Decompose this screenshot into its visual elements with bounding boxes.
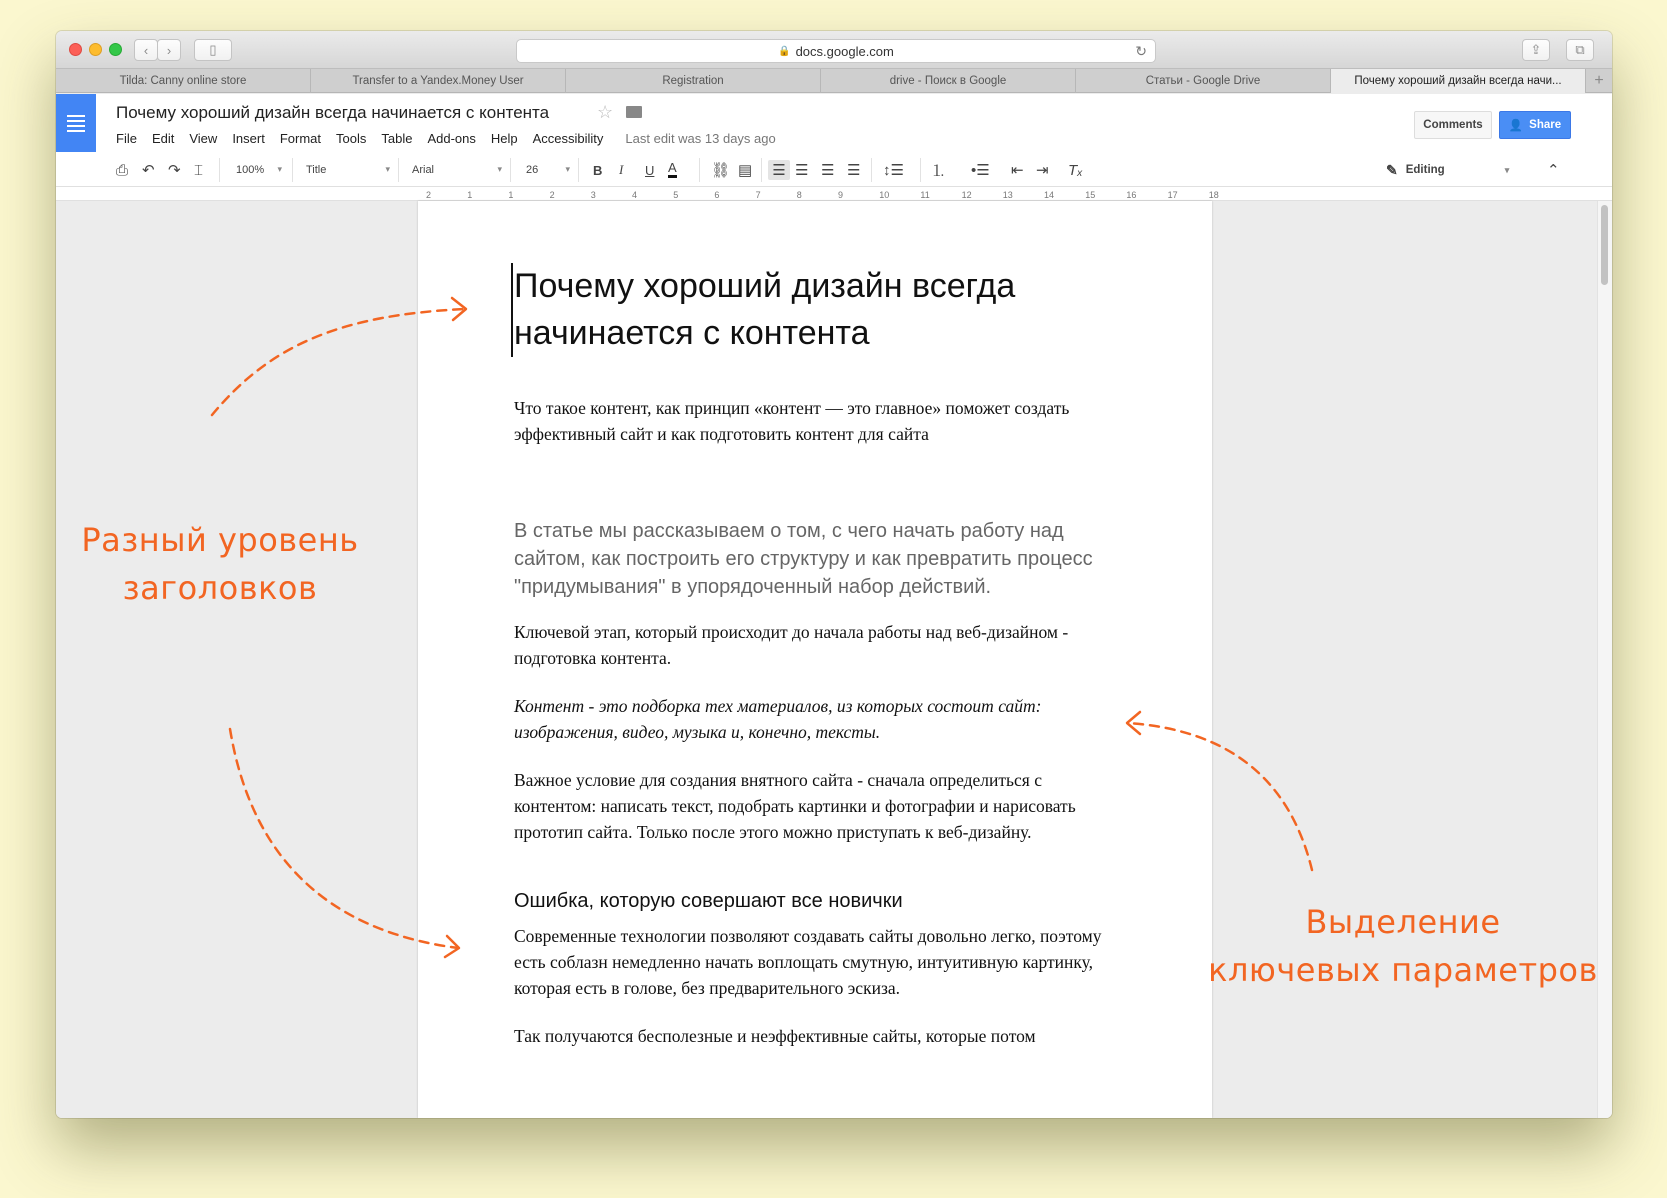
align-center-icon[interactable]: ☰ — [795, 162, 809, 179]
zoom-window-button[interactable] — [109, 43, 122, 56]
ruler-tick: 2 — [549, 190, 555, 200]
comment-icon[interactable]: ▤ — [738, 162, 753, 179]
folder-icon[interactable] — [626, 106, 642, 118]
scrollbar-track[interactable] — [1597, 201, 1612, 1118]
ruler-tick: 18 — [1208, 190, 1219, 200]
menu-table[interactable]: Table — [381, 131, 413, 146]
align-justify-icon[interactable]: ☰ — [847, 162, 861, 179]
annotation-left-line-1: Разный уровень — [81, 521, 359, 559]
paragraph-2-italic[interactable]: Контент - это подборка тех материалов, из которых состоит сайт: изображения, видео, музыка и, конечно, тексты. — [514, 696, 1042, 742]
star-icon[interactable]: ☆ — [597, 102, 614, 122]
print-icon[interactable]: ⎙ — [116, 161, 129, 179]
annotation-right-line-2: ключевых параметров — [1208, 951, 1598, 989]
underline-button[interactable]: U — [645, 162, 655, 178]
ruler-tick: 6 — [714, 190, 720, 200]
paragraph-3[interactable]: Важное условие для создания внятного сайта - сначала определиться с контентом: написать текст, подобрать картинки и фотографии и нарисовать прототип сайта. Только после этого можно приступать к веб-дизайну. — [514, 770, 1076, 842]
menu-format[interactable]: Format — [279, 131, 321, 146]
paragraph-5[interactable]: Так получаются бесполезные и неэффективные сайты, которые потом — [514, 1026, 1036, 1046]
italic-button[interactable]: I — [619, 162, 624, 177]
ruler-tick: 14 — [1044, 190, 1055, 200]
ruler-tick: 17 — [1167, 190, 1178, 200]
increase-indent-icon[interactable]: ⇥ — [1036, 162, 1049, 179]
scrollbar-thumb[interactable] — [1601, 205, 1608, 285]
ruler-tick: 3 — [590, 190, 596, 200]
annotation-left-line-2: заголовков — [122, 569, 318, 607]
editing-mode-select[interactable] — [1386, 160, 1509, 180]
paragraph-4[interactable]: Современные технологии позволяют создавать сайты довольно легко, поэтому есть соблазн немедленно начать воплощать смутную, интуитивную картинку, которая есть в голове, без предварительного эскиза. — [514, 926, 1102, 998]
subtitle-paragraph[interactable]: В статье мы рассказываем о том, с чего начать работу над сайтом, как построить его структуру и как превратить процесс "придумывания" в упорядоченный набор действий. — [514, 520, 1093, 598]
tab-overview-button[interactable] — [1566, 39, 1594, 61]
menu-addons[interactable]: Add-ons — [427, 131, 476, 146]
sidebar-button[interactable] — [194, 39, 232, 61]
title-line-2: начинается с контента — [514, 314, 870, 352]
zoom-select[interactable] — [236, 160, 282, 180]
person-icon: 👤 — [1508, 120, 1524, 132]
font-select[interactable] — [412, 160, 502, 180]
paint-format-icon[interactable]: ⌶ — [194, 161, 204, 179]
pencil-icon: ✎ — [1386, 161, 1398, 178]
reload-icon[interactable]: ↻ — [1135, 43, 1147, 59]
comments-button[interactable]: Comments — [1414, 111, 1492, 139]
text-color-button[interactable]: A — [668, 160, 677, 178]
last-edit-link[interactable]: Last edit was 13 days ago — [625, 131, 776, 146]
redo-icon[interactable]: ↷ — [168, 162, 181, 179]
browser-tab[interactable]: Transfer to a Yandex.Money User — [311, 69, 566, 93]
new-tab-button[interactable]: + — [1594, 72, 1604, 89]
menu-file[interactable]: File — [116, 131, 137, 146]
docs-logo-icon — [67, 112, 85, 135]
title-line-1: Почему хороший дизайн всегда — [514, 267, 1016, 305]
chevron-right-icon: › — [166, 42, 172, 58]
share-label: Share — [1529, 119, 1562, 131]
annotation-key-parameters — [1208, 898, 1598, 994]
docs-home-button[interactable] — [56, 94, 96, 152]
ruler-tick: 16 — [1126, 190, 1137, 200]
bold-button[interactable]: B — [593, 162, 603, 178]
back-button[interactable] — [134, 39, 158, 61]
style-select[interactable] — [306, 160, 390, 180]
tabs-icon: ⧉ — [1575, 42, 1585, 57]
ruler-tick: 8 — [796, 190, 802, 200]
ruler-tick: 4 — [632, 190, 638, 200]
numbered-list-icon[interactable]: ⒈ — [931, 162, 947, 180]
document-page[interactable] — [418, 201, 1212, 1118]
ruler-tick: 1 — [467, 190, 473, 200]
close-window-button[interactable] — [69, 43, 82, 56]
address-bar[interactable] — [516, 39, 1156, 63]
heading-2[interactable]: Ошибка, которую совершают все новички — [514, 890, 903, 912]
ruler-tick: 5 — [673, 190, 679, 200]
ruler-tick: 15 — [1085, 190, 1096, 200]
lock-icon: 🔒 — [778, 45, 791, 57]
minimize-window-button[interactable] — [89, 43, 102, 56]
sidebar-icon: ▯ — [209, 42, 217, 57]
ruler-tick: 12 — [961, 190, 972, 200]
style-value: Title — [306, 164, 327, 176]
share-icon: ⇪ — [1530, 42, 1542, 57]
menu-insert[interactable]: Insert — [232, 131, 265, 146]
ruler-tick: 11 — [920, 190, 930, 200]
font-size-select[interactable] — [526, 160, 570, 180]
align-left-icon[interactable]: ☰ — [768, 160, 790, 180]
ruler-tick: 7 — [755, 190, 761, 200]
url-text: docs.google.com — [795, 43, 894, 59]
paragraph-1[interactable]: Ключевой этап, который происходит до начала работы над веб-дизайном - подготовка контента. — [514, 622, 1069, 668]
browser-tab[interactable]: Статьи - Google Drive — [1076, 69, 1331, 93]
doc-title-heading[interactable] — [511, 263, 1124, 357]
forward-button[interactable] — [157, 39, 181, 61]
editing-mode-label: Editing — [1405, 164, 1445, 176]
ruler-tick: 1 — [508, 190, 514, 200]
share-button[interactable] — [1499, 111, 1571, 139]
collapse-toolbar-icon[interactable]: ⌃ — [1547, 162, 1560, 179]
zoom-value: 100% — [236, 164, 265, 176]
menu-help[interactable]: Help — [490, 131, 518, 146]
bulleted-list-icon[interactable]: •☰ — [971, 162, 990, 179]
align-right-icon[interactable]: ☰ — [821, 162, 835, 179]
formatting-toolbar — [56, 152, 1612, 187]
chevron-down-icon: ▾ — [1504, 164, 1510, 175]
docs-header — [56, 94, 1612, 152]
ruler-tick: 2 — [426, 190, 432, 200]
menu-edit[interactable]: Edit — [151, 131, 175, 146]
ruler-tick: 13 — [1002, 190, 1013, 200]
tab-bar — [56, 69, 1612, 93]
menu-tools[interactable]: Tools — [336, 131, 367, 146]
menu-accessibility[interactable]: Accessibility — [532, 131, 604, 146]
ruler-tick: 9 — [838, 190, 844, 200]
clear-formatting-icon[interactable]: Tₓ — [1068, 161, 1083, 179]
link-icon[interactable]: ⛓ — [711, 162, 731, 179]
ruler[interactable] — [56, 187, 1612, 201]
undo-icon[interactable]: ↶ — [142, 162, 155, 179]
ruler-track — [418, 190, 1242, 200]
line-spacing-icon[interactable]: ↕☰ — [883, 162, 904, 179]
document-content[interactable] — [514, 263, 1124, 1049]
ruler-tick: 10 — [879, 190, 890, 200]
browser-tab-active[interactable]: Почему хороший дизайн всегда начи... — [1331, 69, 1586, 93]
decrease-indent-icon[interactable]: ⇤ — [1011, 162, 1024, 179]
font-size-value: 26 — [526, 164, 539, 176]
annotation-heading-levels — [70, 516, 370, 612]
browser-titlebar — [56, 31, 1612, 69]
menu-view[interactable]: View — [189, 131, 218, 146]
browser-tab[interactable]: Tilda: Canny online store — [56, 69, 311, 93]
browser-tab[interactable]: drive - Поиск в Google — [821, 69, 1076, 93]
intro-paragraph[interactable]: Что такое контент, как принцип «контент — это главное» поможет создать эффективный сайт и как подготовить контент для сайта — [514, 398, 1070, 444]
share-page-button[interactable] — [1522, 39, 1550, 61]
font-value: Arial — [412, 164, 435, 176]
annotation-right-line-1: Выделение — [1305, 903, 1501, 941]
document-title[interactable]: Почему хороший дизайн всегда начинается с контента — [116, 103, 550, 122]
browser-tab[interactable]: Registration — [566, 69, 821, 93]
menu-bar — [116, 131, 791, 146]
chevron-left-icon: ‹ — [143, 42, 149, 58]
